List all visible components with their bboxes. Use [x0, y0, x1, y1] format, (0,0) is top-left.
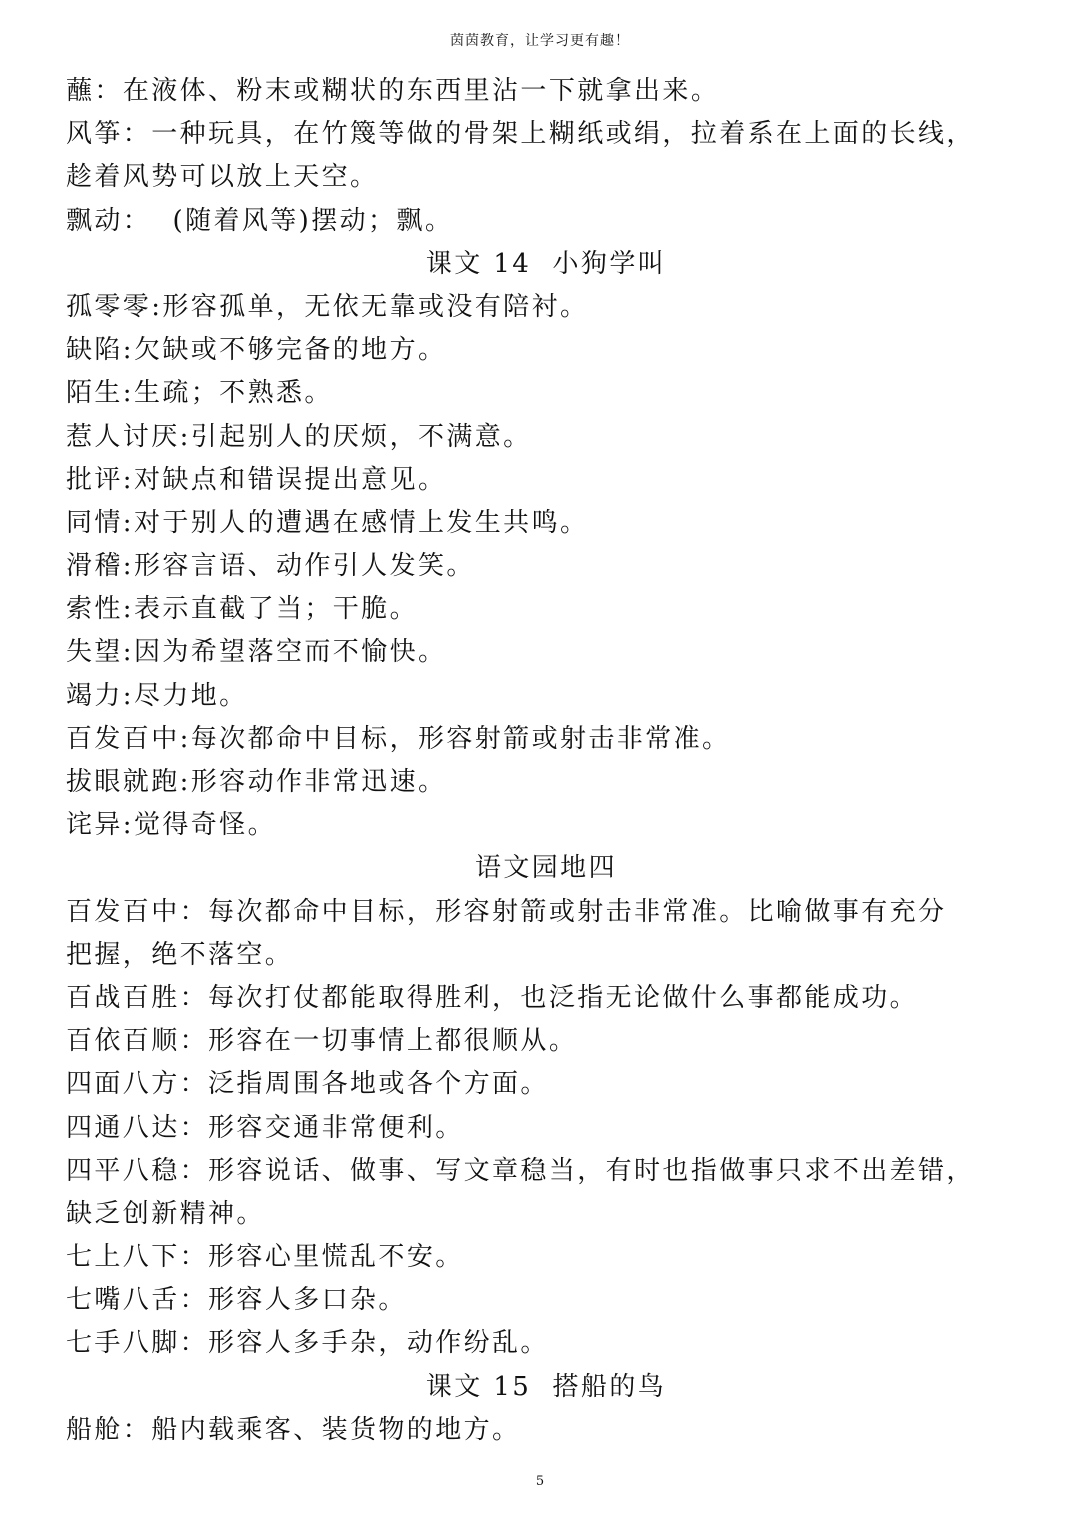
doc-line — [66, 1150, 1026, 1193]
term: 七手八脚： — [66, 1328, 209, 1359]
definition: 形容动作非常迅速。 — [190, 767, 447, 797]
doc-line — [66, 502, 1026, 545]
term: 船舱： — [66, 1414, 152, 1445]
definition: 船内载乘客、装货物的地方。 — [151, 1414, 521, 1445]
definition: 形容言语、动作引人发笑。 — [133, 551, 475, 582]
term: 陌生: — [66, 378, 134, 409]
doc-line — [66, 286, 1026, 329]
definition: 形容交通非常便利。 — [208, 1112, 464, 1143]
term: 竭力: — [66, 680, 134, 711]
term: 蘸： — [66, 76, 123, 106]
term: 批评: — [66, 464, 134, 495]
doc-line — [66, 459, 1026, 502]
section-title: 课文 15 搭船的鸟 — [425, 1371, 667, 1402]
doc-line — [66, 113, 1026, 156]
term: 风筝： — [66, 119, 152, 150]
definition: 形容孤单，无依无靠或没有陪衬。 — [162, 291, 589, 322]
section-heading — [66, 847, 1026, 890]
definition: 一种玩具，在竹篾等做的骨架上糊纸或绢，拉着系在上面的长线， — [151, 119, 975, 150]
definition: 形容在一切事情上都很顺从。 — [208, 1026, 578, 1057]
doc-line — [66, 1063, 1026, 1106]
term: 百发百中： — [66, 896, 209, 927]
doc-line — [66, 1322, 1026, 1365]
doc-line — [66, 329, 1026, 372]
term: 缺陷: — [66, 335, 134, 366]
term: 四面八方： — [66, 1069, 209, 1100]
doc-line — [66, 1409, 1026, 1452]
definition: 每次都命中目标，形容射箭或射击非常准。比喻做事有充分 — [208, 896, 947, 927]
term: 同情: — [66, 507, 134, 538]
definition: 形容人多手杂，动作纷乱。 — [208, 1328, 549, 1359]
term: 惹人讨厌: — [66, 421, 191, 452]
section-title: 课文 14 小狗学叫 — [425, 248, 667, 279]
doc-line — [66, 545, 1026, 588]
definition: 因为希望落空而不愉快。 — [133, 637, 447, 668]
document-body — [66, 70, 1026, 1452]
definition: 缺乏创新精神。 — [66, 1198, 265, 1229]
term: 索性: — [66, 594, 134, 625]
term: 诧异: — [66, 810, 134, 841]
term: 百发百中: — [66, 723, 191, 754]
definition: 表示直截了当；干脆。 — [133, 594, 418, 625]
term: 七上八下： — [66, 1242, 209, 1273]
doc-line — [66, 977, 1026, 1020]
definition: (随着风等)摆动；飘。 — [151, 205, 454, 236]
term: 滑稽: — [66, 551, 134, 582]
definition: 形容人多口杂。 — [208, 1285, 407, 1316]
term: 飘动： — [66, 205, 152, 236]
doc-line — [66, 1107, 1026, 1150]
term: 百战百胜： — [66, 982, 209, 1013]
term: 拔眼就跑: — [66, 767, 191, 797]
definition: 每次打仗都能取得胜利，也泛指无论做什么事都能成功。 — [208, 982, 919, 1013]
definition: 把握，绝不落空。 — [66, 939, 294, 970]
doc-line-continuation — [66, 934, 1026, 977]
definition: 对于别人的遭遇在感情上发生共鸣。 — [133, 507, 589, 538]
term: 孤零零: — [66, 291, 163, 322]
term: 百依百顺： — [66, 1026, 209, 1057]
doc-line — [66, 1236, 1026, 1279]
section-heading — [66, 243, 1026, 286]
definition: 对缺点和错误提出意见。 — [133, 464, 447, 495]
term: 七嘴八舌： — [66, 1285, 209, 1316]
doc-line — [66, 70, 1026, 113]
doc-line — [66, 200, 1026, 243]
definition: 趁着风势可以放上天空。 — [66, 162, 379, 193]
doc-line — [66, 1279, 1026, 1322]
definition: 觉得奇怪。 — [133, 810, 276, 841]
definition: 尽力地。 — [133, 680, 248, 711]
definition: 每次都命中目标，形容射箭或射击非常准。 — [190, 723, 731, 754]
definition: 形容心里慌乱不安。 — [208, 1242, 464, 1273]
doc-line — [66, 372, 1026, 415]
term: 四平八稳： — [66, 1155, 209, 1186]
section-heading — [66, 1366, 1026, 1409]
definition: 泛指周围各地或各个方面。 — [208, 1069, 549, 1100]
definition: 在液体、粉末或糊状的东西里沾一下就拿出来。 — [122, 76, 720, 106]
doc-line — [66, 718, 1026, 761]
definition: 欠缺或不够完备的地方。 — [133, 335, 447, 366]
doc-line — [66, 631, 1026, 674]
doc-line — [66, 761, 1026, 804]
doc-line — [66, 1020, 1026, 1063]
page-header: 茵茵教育，让学习更有趣！ — [450, 33, 630, 49]
doc-line-continuation — [66, 1193, 1026, 1236]
doc-line-continuation — [66, 156, 1026, 199]
definition: 引起别人的厌烦，不满意。 — [190, 421, 532, 452]
term: 四通八达： — [66, 1112, 209, 1143]
doc-line — [66, 416, 1026, 459]
doc-line — [66, 804, 1026, 847]
term: 失望: — [66, 637, 134, 668]
page-number: 5 — [535, 1474, 545, 1489]
section-title: 语文园地四 — [474, 853, 617, 884]
doc-line — [66, 675, 1026, 718]
definition: 形容说话、做事、写文章稳当，有时也指做事只求不出差错， — [208, 1155, 975, 1186]
doc-line — [66, 891, 1026, 934]
definition: 生疏；不熟悉。 — [133, 378, 333, 409]
doc-line — [66, 588, 1026, 631]
